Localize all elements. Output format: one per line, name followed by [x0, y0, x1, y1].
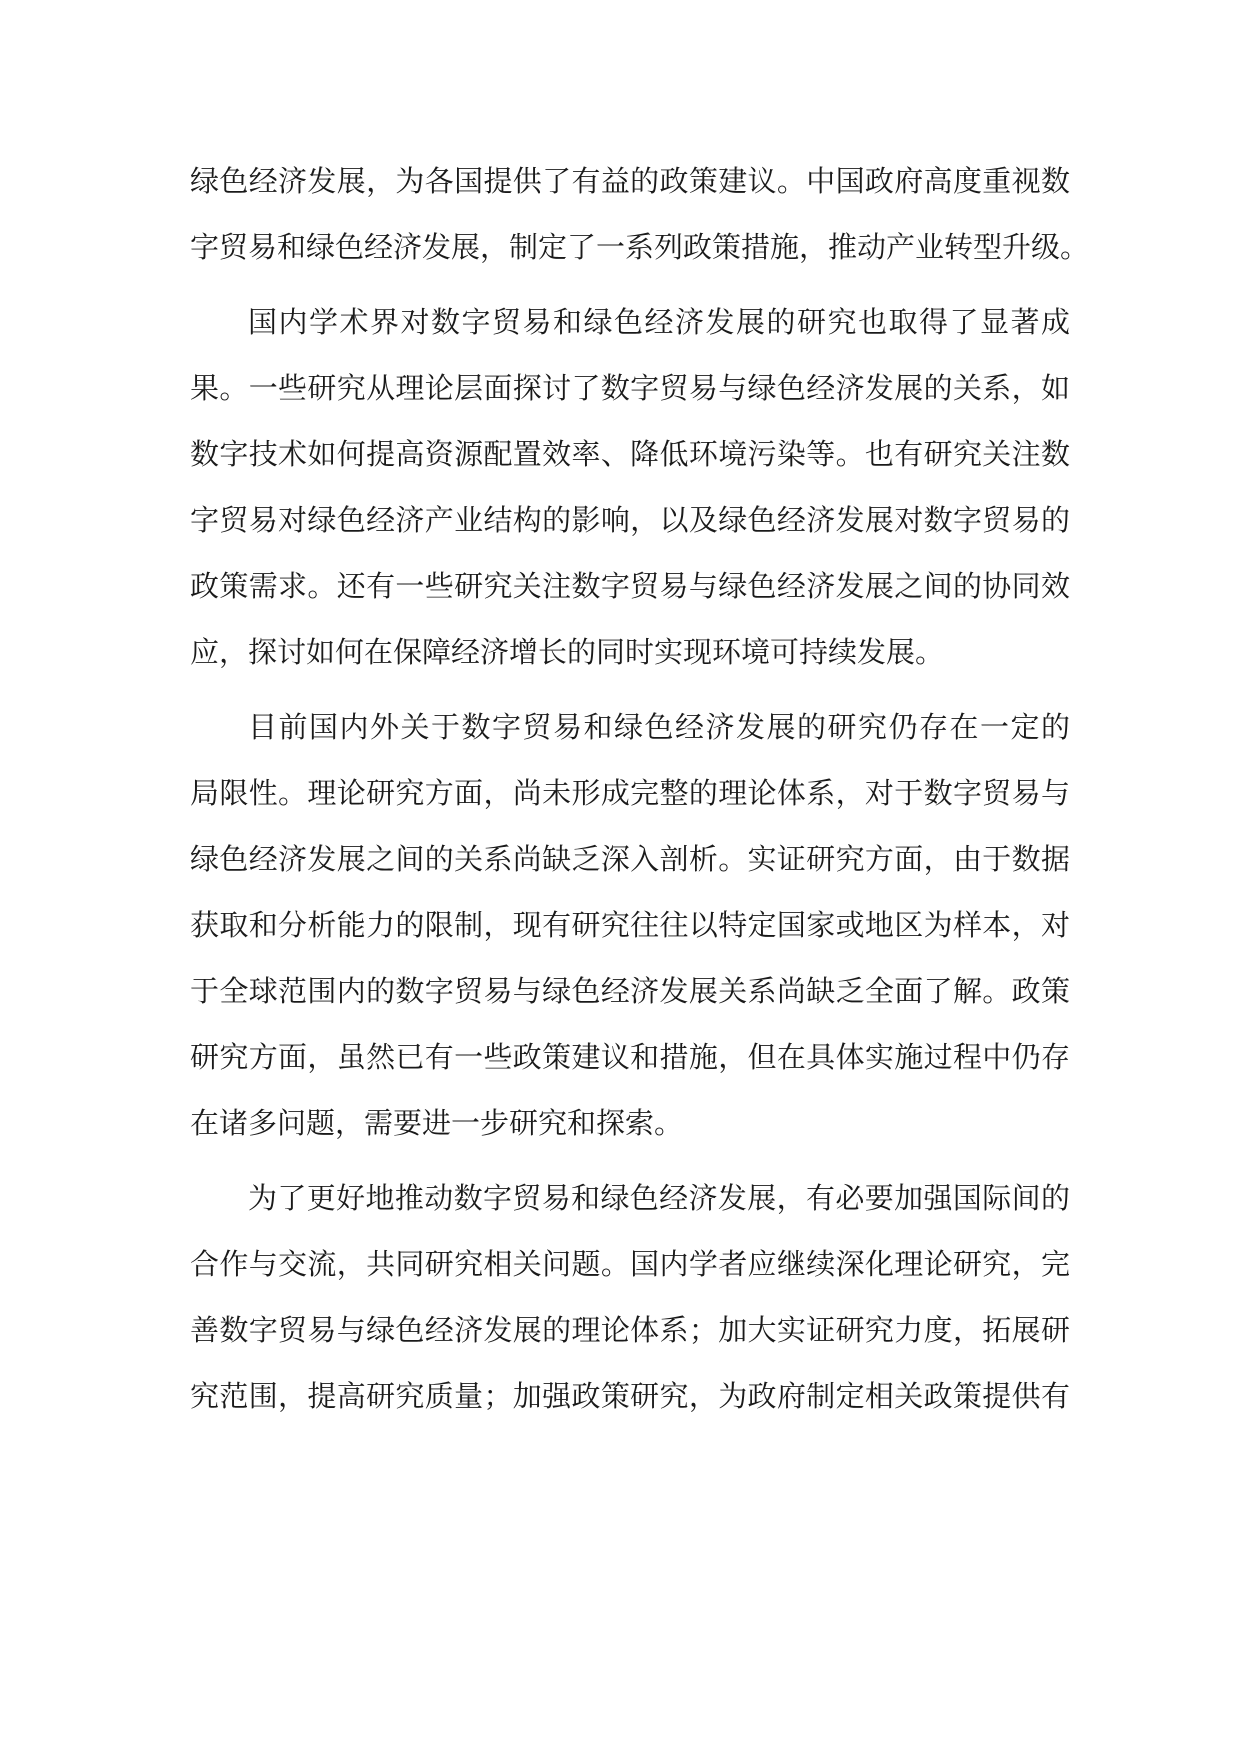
- text-line: 国内学术界对数字贸易和绿色经济发展的研究也取得了显著成: [248, 305, 1070, 339]
- text-line: 在诸多问题，需要进一步研究和探索。: [190, 1106, 684, 1140]
- paragraph: [190, 1165, 1070, 1429]
- text-line: 政策需求。还有一些研究关注数字贸易与绿色经济发展之间的协同效: [190, 569, 1070, 603]
- text-line: 获取和分析能力的限制，现有研究往往以特定国家或地区为样本，对: [190, 908, 1070, 942]
- text-line: 善数字贸易与绿色经济发展的理论体系；加大实证研究力度，拓展研: [190, 1313, 1070, 1347]
- text-line: 局限性。理论研究方面，尚未形成完整的理论体系，对于数字贸易与: [190, 776, 1070, 810]
- text-line: 应，探讨如何在保障经济增长的同时实现环境可持续发展。: [190, 635, 945, 669]
- text-line: 研究方面，虽然已有一些政策建议和措施，但在具体实施过程中仍存: [190, 1040, 1070, 1074]
- text-line: 目前国内外关于数字贸易和绿色经济发展的研究仍存在一定的: [248, 710, 1070, 744]
- text-line: 字贸易和绿色经济发展，制定了一系列政策措施，推动产业转型升级。: [190, 230, 1090, 264]
- paragraph-gap: [190, 1156, 1070, 1165]
- text-line: 于全球范围内的数字贸易与绿色经济发展关系尚缺乏全面了解。政策: [190, 974, 1070, 1008]
- text-line: 绿色经济发展，为各国提供了有益的政策建议。中国政府高度重视数: [190, 164, 1070, 198]
- text-line: 合作与交流，共同研究相关问题。国内学者应继续深化理论研究，完: [190, 1247, 1070, 1281]
- text-line: 绿色经济发展之间的关系尚缺乏深入剖析。实证研究方面，由于数据: [190, 842, 1070, 876]
- body-text: [190, 148, 1090, 1429]
- paragraph-gap: [190, 685, 1070, 694]
- text-line: 果。一些研究从理论层面探讨了数字贸易与绿色经济发展的关系，如: [190, 371, 1070, 405]
- paragraph-gap: [190, 280, 1070, 289]
- paragraph: [190, 694, 1070, 1156]
- text-line: 为了更好地推动数字贸易和绿色经济发展，有必要加强国际间的: [248, 1181, 1070, 1215]
- text-line: 数字技术如何提高资源配置效率、降低环境污染等。也有研究关注数: [190, 437, 1070, 471]
- paragraph: [190, 289, 1070, 685]
- paragraph: [190, 148, 1090, 280]
- text-line: 究范围，提高研究质量；加强政策研究，为政府制定相关政策提供有: [190, 1379, 1070, 1413]
- text-line: 字贸易对绿色经济产业结构的影响，以及绿色经济发展对数字贸易的: [190, 503, 1070, 537]
